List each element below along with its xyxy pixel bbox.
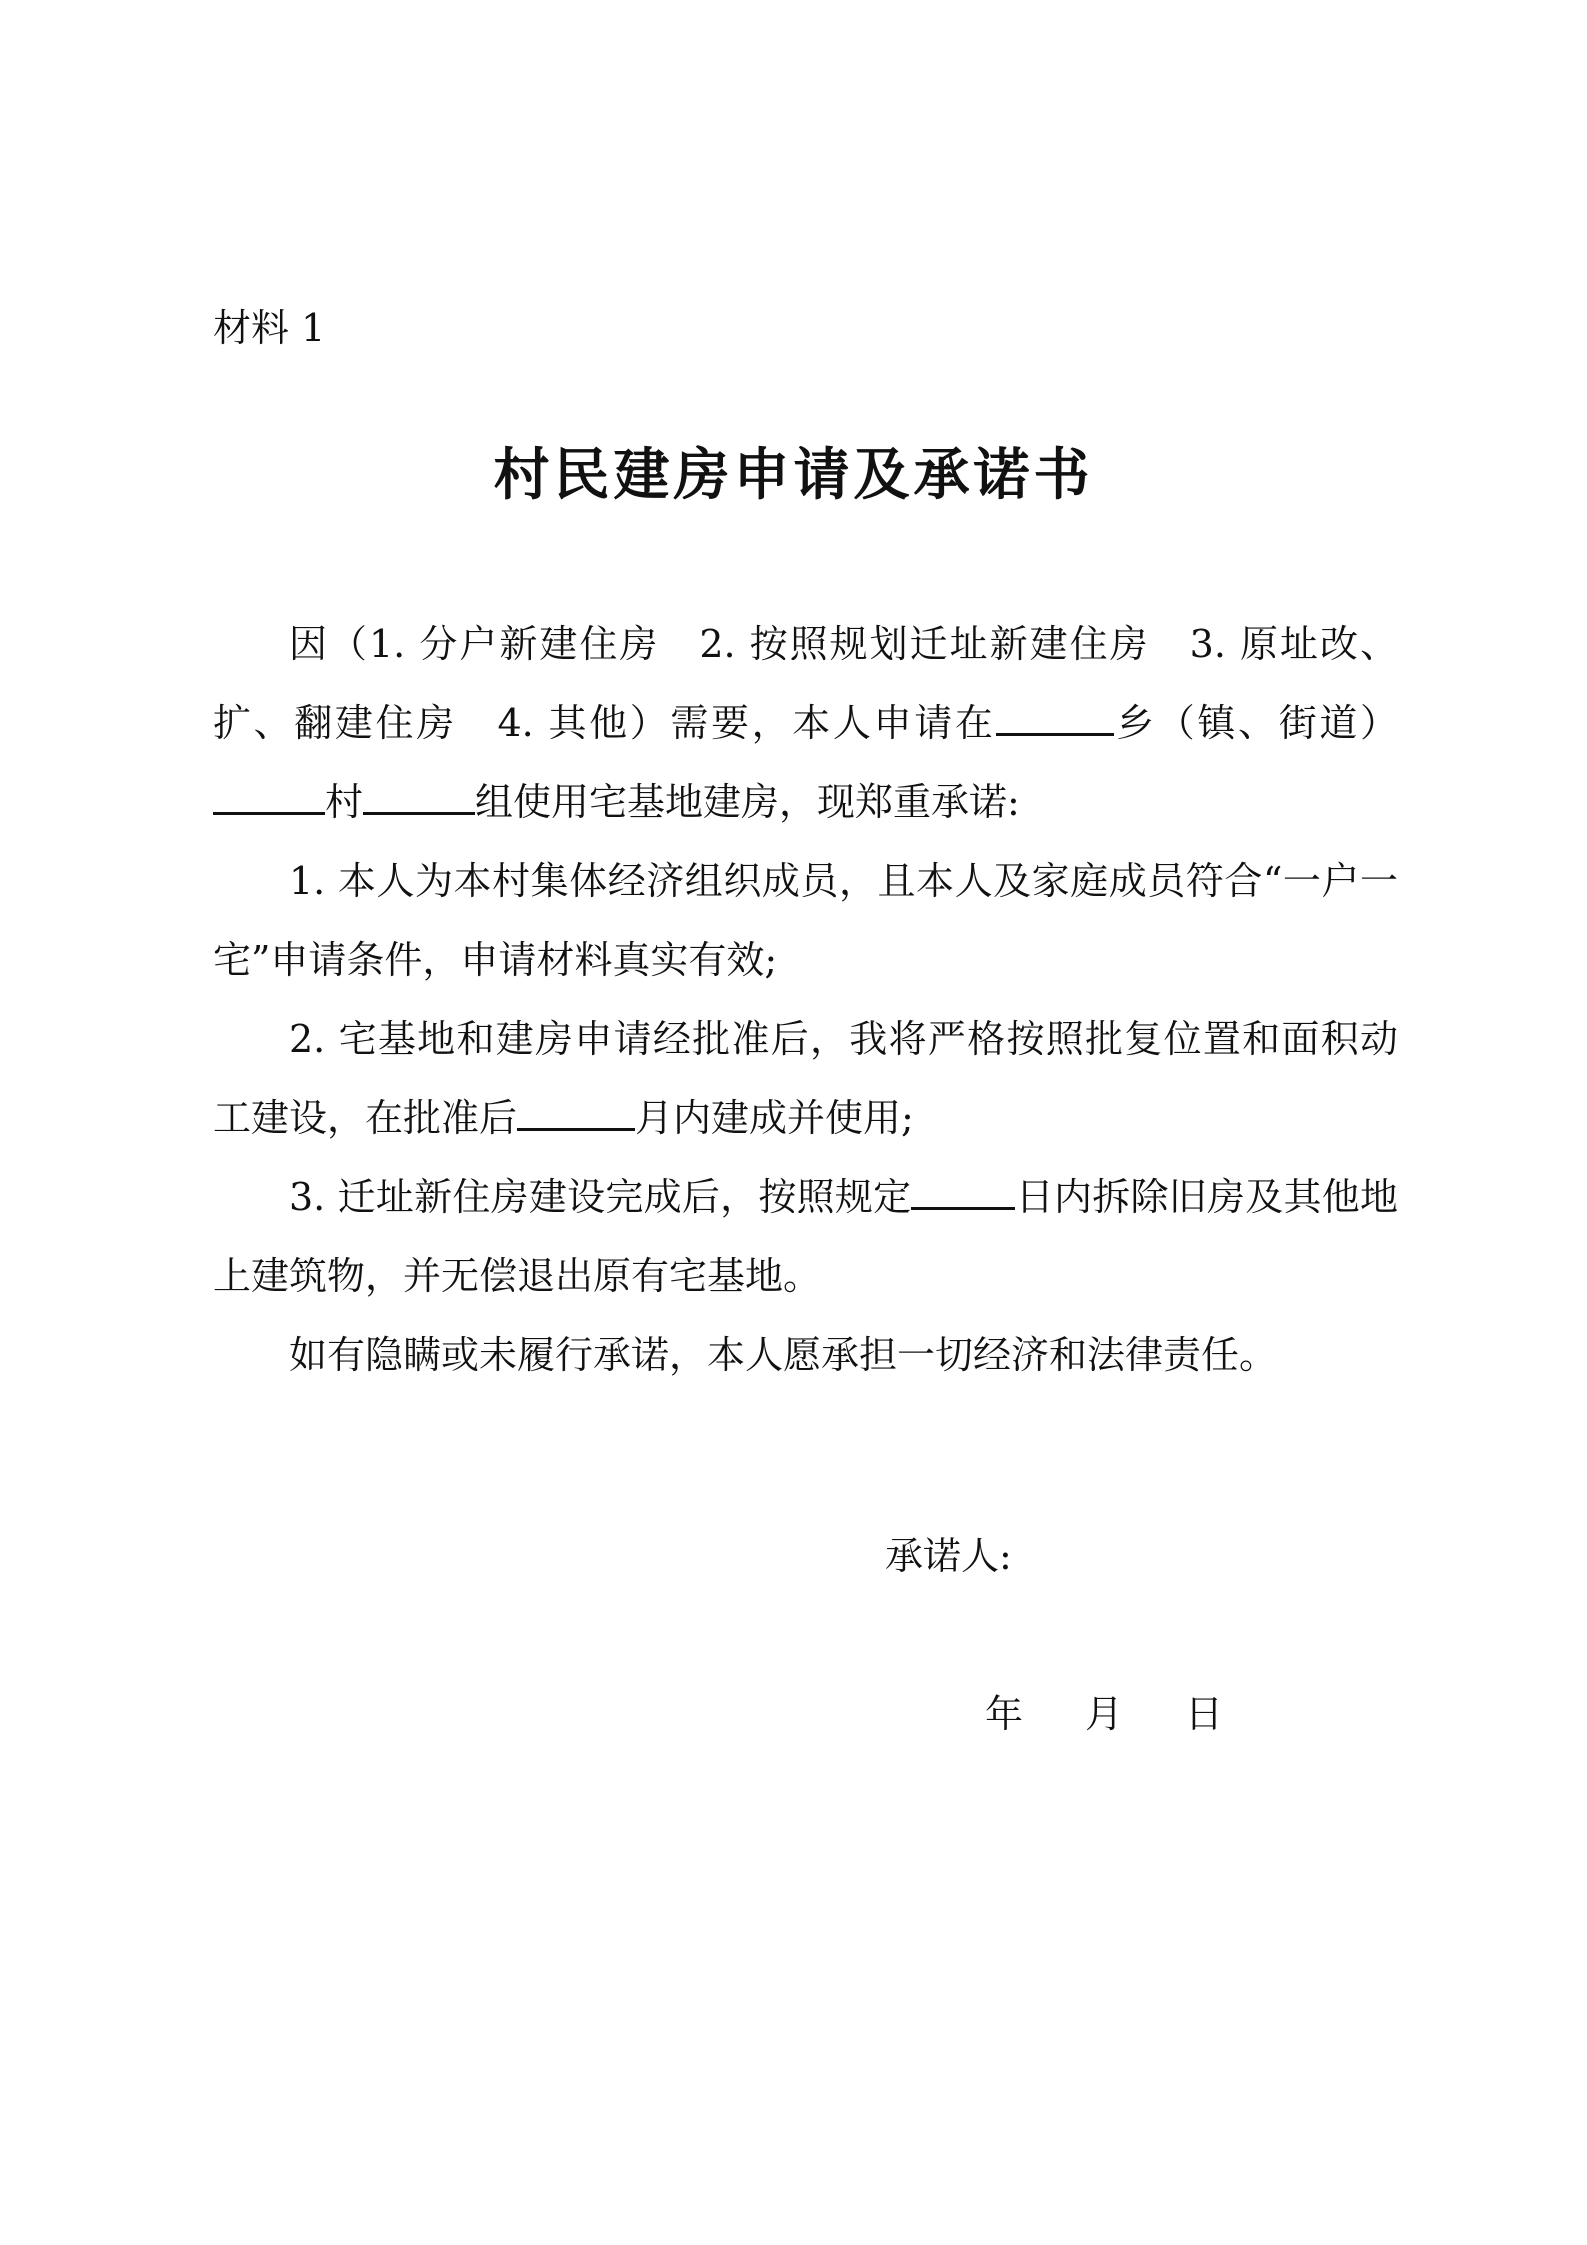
item-2-text-before: 2. 宅基地和建房申请经批准后，我将严格按照批复位置和面积动工建设，在批准后	[213, 1017, 1398, 1140]
intro-text-4: 组使用宅基地建房，现郑重承诺:	[475, 780, 1020, 824]
commitment-item-1: 1. 本人为本村集体经济组织成员，且本人及家庭成员符合“一户一宅”申请条件，申请材料真实有效;	[213, 859, 1398, 982]
township-blank	[996, 695, 1114, 736]
document-title: 村民建房申请及承诺书	[493, 442, 1094, 508]
item-3-text-after: 日内拆除旧房及其他地上建筑物，并无偿退出原有宅基地。	[213, 1175, 1398, 1298]
intro-paragraph	[213, 605, 1398, 842]
days-blank	[911, 1169, 1015, 1210]
village-blank	[213, 774, 325, 815]
group-blank	[363, 774, 475, 815]
intro-text-1: 因（1. 分户新建住房 2. 按照规划迁址新建住房 3. 原址改、扩、翻建住房 4. 其他）需要，本人申请在	[213, 622, 1398, 745]
material-label: 材料 1	[213, 306, 326, 350]
date-day: 日	[1185, 1692, 1224, 1736]
signer-label: 承诺人:	[885, 1534, 1012, 1578]
item-2-text-after: 月内建成并使用;	[635, 1096, 914, 1140]
date-month: 月	[1085, 1692, 1124, 1736]
commitment-item-3	[213, 1158, 1398, 1316]
closing-statement: 如有隐瞒或未履行承诺，本人愿承担一切经济和法律责任。	[289, 1333, 1278, 1377]
intro-text-3: 村	[325, 780, 364, 824]
document-body	[213, 605, 1398, 1395]
date-line	[985, 1688, 1223, 1740]
item-3-text-before: 3. 迁址新住房建设完成后，按照规定	[289, 1175, 912, 1219]
date-year: 年	[985, 1692, 1024, 1736]
commitment-item-2	[213, 1000, 1398, 1158]
intro-text-2: 乡（镇、街道）	[1113, 701, 1398, 745]
months-blank	[517, 1090, 635, 1131]
